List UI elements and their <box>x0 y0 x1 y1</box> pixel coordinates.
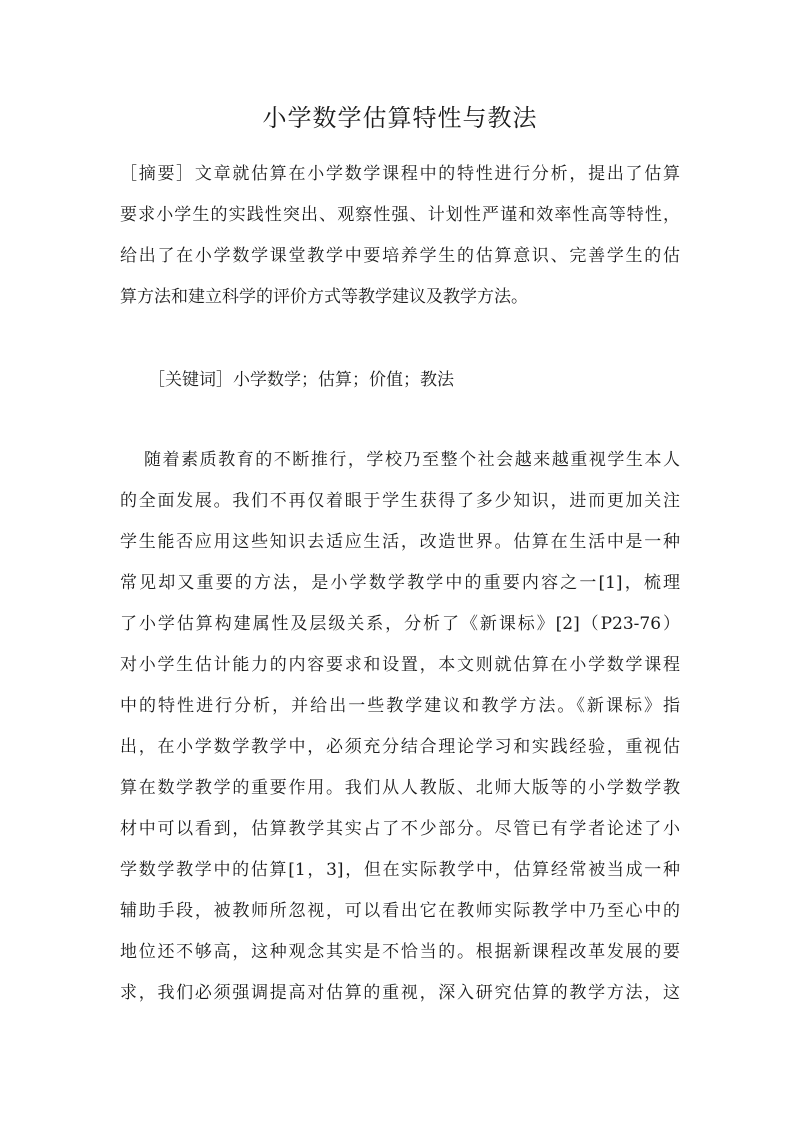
body-line: 的全面发展。我们不再仅着眼于学生获得了多少知识，进而更加关注 <box>120 491 680 511</box>
document-title: 小学数学估算特性与教法 <box>262 104 538 132</box>
body-line: 学生能否应用这些知识去适应生活，改造世界。估算在生活中是一种 <box>120 532 680 552</box>
body-line: 辅助手段，被教师所忽视，可以看出它在教师实际教学中乃至心中的 <box>120 901 680 921</box>
abstract-line: 要求小学生的实践性突出、观察性强、计划性严谨和效率性高等特性， <box>120 205 680 225</box>
body-line: 了小学估算构建属性及层级关系，分析了《新课标》[2]（P23-76） <box>120 614 680 634</box>
body-line: 求，我们必须强调提高对估算的重视，深入研究估算的教学方法，这 <box>120 983 680 1003</box>
body-line: 常见却又重要的方法，是小学数学教学中的重要内容之一[1]，梳理 <box>120 573 680 593</box>
body-line: 算在数学教学的重要作用。我们从人教版、北师大版等的小学数学教 <box>120 778 680 798</box>
body-line: 材中可以看到，估算教学其实占了不少部分。尽管已有学者论述了小 <box>120 819 680 839</box>
body-line: 学数学教学中的估算[1，3]，但在实际教学中，估算经常被当成一种 <box>120 860 680 880</box>
keywords-line <box>148 360 708 401</box>
abstract-line: ［摘要］文章就估算在小学数学课程中的特性进行分析，提出了估算 <box>120 164 680 184</box>
keywords-text: ［关键词］小学数学；估算；价值；教法 <box>148 370 454 390</box>
body-line: 出，在小学数学教学中，必须充分结合理论学习和实践经验，重视估 <box>120 737 680 757</box>
abstract-line: 算方法和建立科学的评价方式等教学建议及教学方法。 <box>120 287 528 307</box>
body-line: 随着素质教育的不断推行，学校乃至整个社会越来越重视学生本人 <box>144 450 680 470</box>
abstract-paragraph <box>120 154 680 318</box>
body-line: 中的特性进行分析，并给出一些教学建议和教学方法。《新课标》指 <box>120 696 680 716</box>
abstract-line: 给出了在小学数学课堂教学中要培养学生的估算意识、完善学生的估 <box>120 246 680 266</box>
body-line: 地位还不够高，这种观念其实是不恰当的。根据新课程改革发展的要 <box>120 942 680 962</box>
body-line: 对小学生估计能力的内容要求和设置，本文则就估算在小学数学课程 <box>120 655 680 675</box>
body-paragraph <box>120 440 680 1014</box>
